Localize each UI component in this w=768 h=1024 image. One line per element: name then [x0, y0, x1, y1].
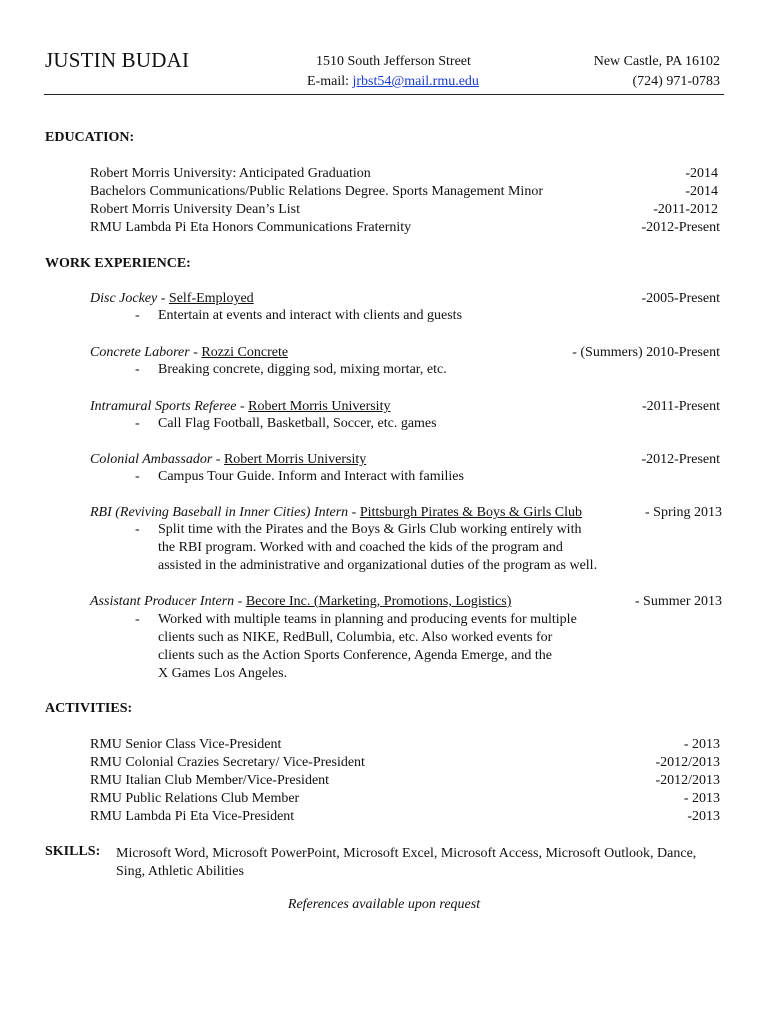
job-date: -2005-Present	[641, 291, 720, 306]
job-date: - Summer 2013	[634, 594, 722, 609]
job-organization: Robert Morris University	[248, 399, 391, 414]
activities-heading: ACTIVITIES:	[45, 701, 133, 716]
job-organization: Robert Morris University	[223, 452, 367, 467]
job-date: -2012-Present	[641, 452, 720, 467]
street-address: 1510 South Jefferson Street	[316, 54, 471, 69]
job-organization: Becore Inc. (Marketing, Promotions, Logistics)	[245, 594, 512, 609]
job-bullet-text: Breaking concrete, digging sod, mixing mortar, etc.	[158, 362, 447, 377]
city-state-zip: New Castle, PA 16102	[593, 54, 720, 69]
job-bullet-text: Campus Tour Guide. Inform and Interact with families	[158, 469, 464, 484]
job-title: Concrete Laborer	[90, 345, 190, 360]
job-separator: -	[189, 345, 202, 360]
bullet-dash: -	[135, 612, 140, 627]
bullet-dash: -	[135, 362, 140, 377]
job-title: Assistant Producer Intern	[90, 594, 235, 609]
references-note: References available upon request	[287, 897, 481, 912]
activity-item-date: -2013	[687, 809, 720, 824]
education-item-text: Robert Morris University: Anticipated Graduation	[90, 166, 371, 181]
activity-item-text: RMU Italian Club Member/Vice-President	[90, 773, 330, 788]
activity-item-text: RMU Colonial Crazies Secretary/ Vice-President	[90, 755, 365, 770]
job-title: Colonial Ambassador	[90, 452, 213, 467]
job-organization: Self-Employed	[168, 291, 254, 306]
job-title: RBI (Reviving Baseball in Inner Cities) Intern	[90, 505, 349, 520]
job-title: Disc Jockey	[90, 291, 158, 306]
activity-item-text: RMU Lambda Pi Eta Vice-President	[90, 809, 295, 824]
bullet-dash: -	[135, 469, 140, 484]
education-item-date: -2012-Present	[641, 220, 720, 235]
education-item-text: Robert Morris University Dean’s List	[90, 202, 300, 217]
job-date: - Spring 2013	[645, 505, 722, 520]
education-item-text: Bachelors Communications/Public Relations Degree. Sports Management Minor	[90, 184, 543, 199]
activity-item-date: - 2013	[683, 791, 720, 806]
job-organization: Rozzi Concrete	[201, 345, 289, 360]
job-bullet-text: Call Flag Football, Basketball, Soccer, etc. games	[158, 416, 437, 431]
activity-item-date: -2012/2013	[655, 755, 720, 770]
work-experience-heading: WORK EXPERIENCE:	[45, 256, 191, 271]
education-item-date: -2014	[685, 184, 718, 199]
skills-text: Microsoft Word, Microsoft PowerPoint, Microsoft Excel, Microsoft Access, Microsoft Outlook, Dance, Sing, Athletic Abilities	[116, 846, 697, 879]
job-bullet-text: Split time with the Pirates and the Boys & Girls Club working entirely with the RBI program. Worked with and coached the kids of the program and assisted in the administrative and organizational duties of the program as well.	[158, 522, 598, 573]
job-date: - (Summers) 2010-Present	[572, 345, 720, 360]
education-item-date: -2014	[685, 166, 718, 181]
job-bullet-text: Entertain at events and interact with clients and guests	[158, 308, 463, 323]
job-date: -2011-Present	[641, 399, 720, 414]
bullet-dash: -	[135, 416, 140, 431]
activity-item-date: -2012/2013	[655, 773, 720, 788]
email-line	[307, 75, 479, 89]
resume-name: JUSTIN BUDAI	[45, 48, 190, 72]
bullet-dash: -	[135, 522, 140, 537]
education-item-text: RMU Lambda Pi Eta Honors Communications Fraternity	[90, 220, 412, 235]
education-heading: EDUCATION:	[45, 130, 135, 145]
job-separator: -	[212, 452, 224, 467]
job-separator: -	[157, 291, 169, 306]
phone-number: (724) 971-0783	[632, 74, 720, 89]
email-link[interactable]: jrbst54@mail.rmu.edu	[352, 74, 479, 89]
education-item-date: -2011-2012	[653, 202, 718, 217]
job-bullet-text: Worked with multiple teams in planning and producing events for multiple clients such as NIKE, RedBull, Columbia, etc. Also worked events for clients such as the Action Sports Conference, Agenda Emerge, and the X Games Los Angeles.	[158, 612, 577, 681]
email-label: E-mail:	[307, 74, 353, 89]
bullet-dash: -	[135, 308, 140, 323]
skills-label: SKILLS:	[45, 844, 101, 859]
job-separator: -	[348, 505, 360, 520]
header-divider	[44, 94, 724, 95]
activity-item-text: RMU Senior Class Vice-President	[90, 737, 282, 752]
job-separator: -	[234, 594, 246, 609]
activity-item-date: - 2013	[683, 737, 720, 752]
job-organization: Pittsburgh Pirates & Boys & Girls Club	[359, 505, 583, 520]
activity-item-text: RMU Public Relations Club Member	[90, 791, 300, 806]
job-separator: -	[236, 399, 249, 414]
job-title: Intramural Sports Referee	[90, 399, 237, 414]
